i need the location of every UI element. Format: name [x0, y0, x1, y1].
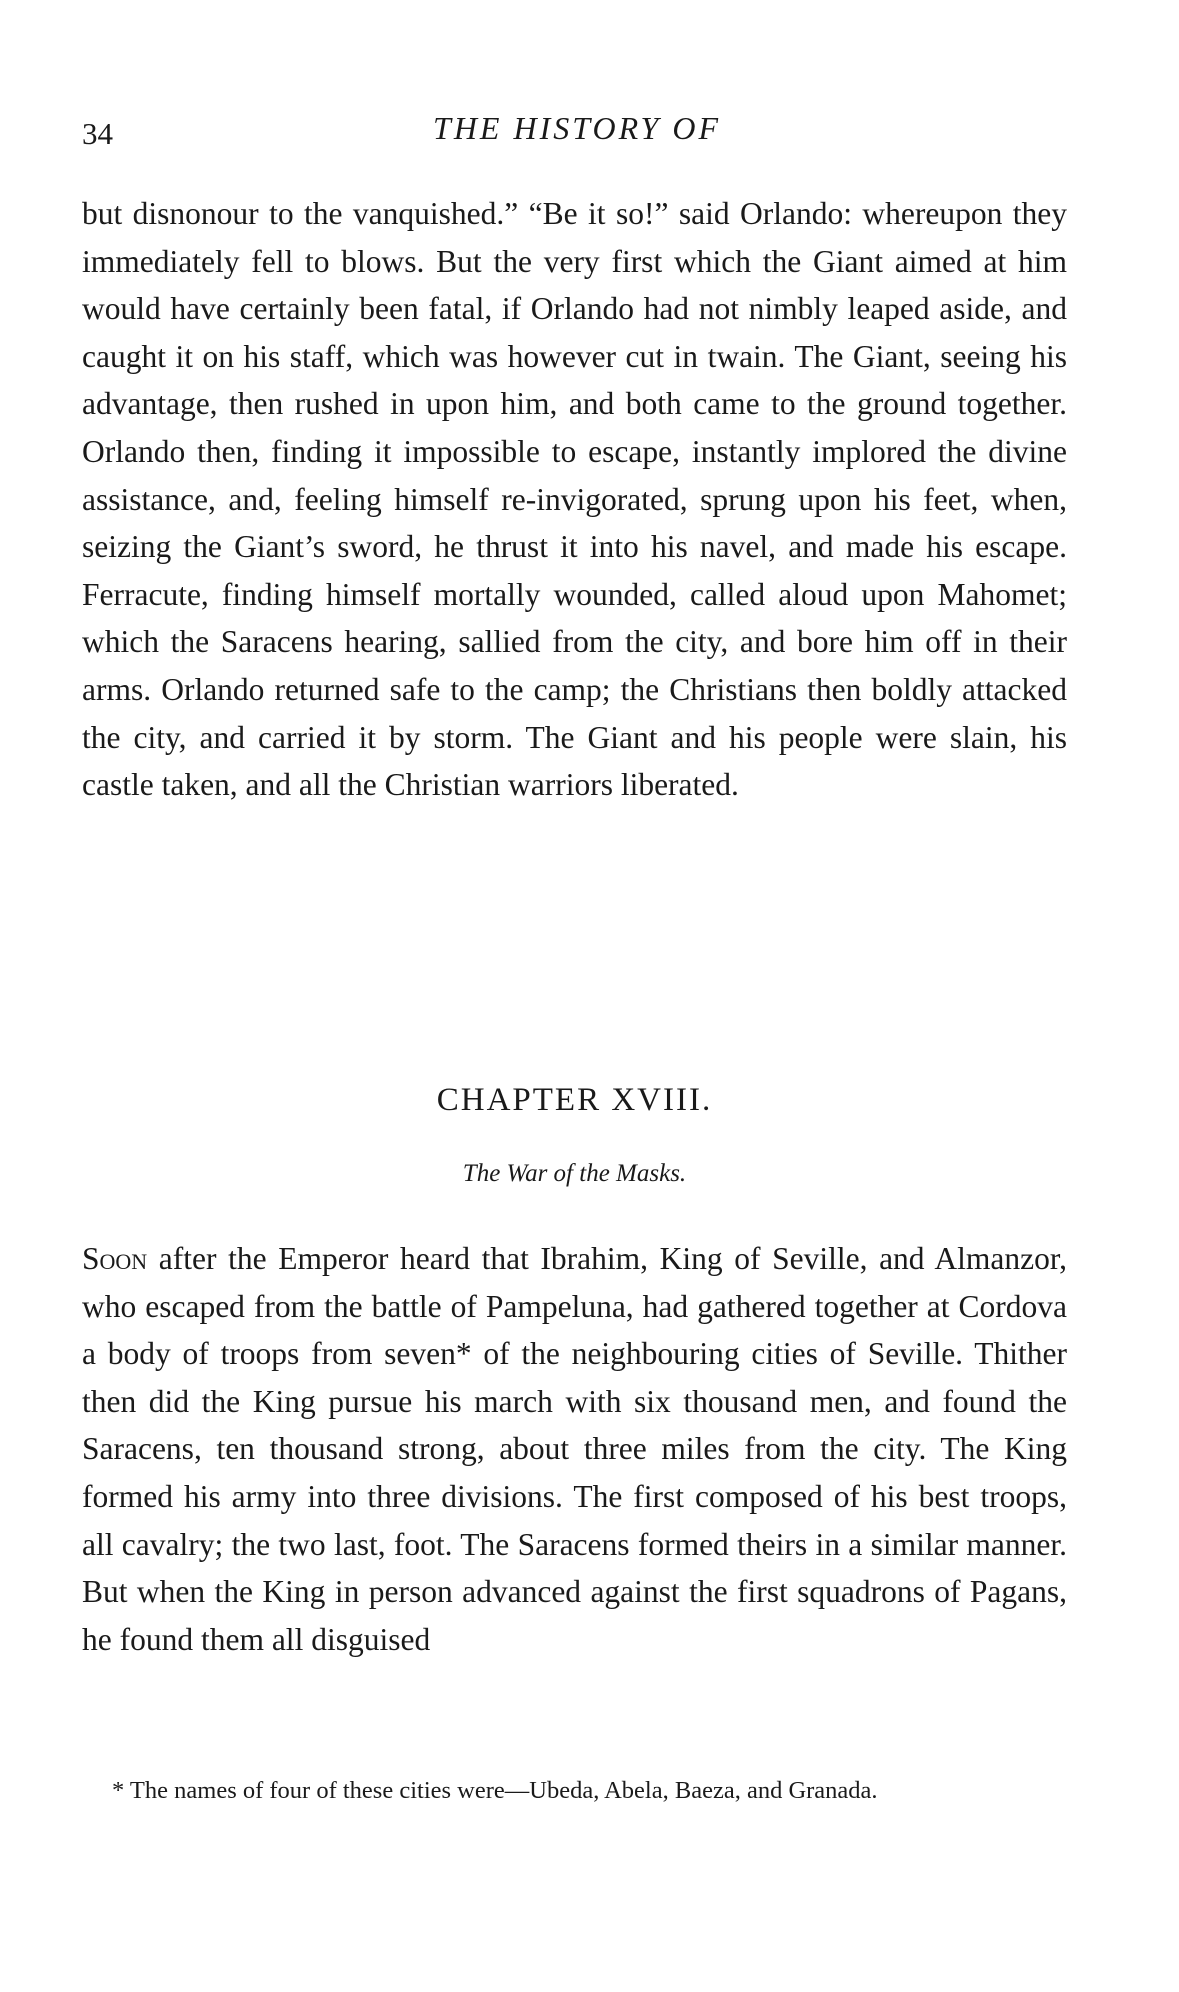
chapter-heading: CHAPTER XVIII. [436, 1082, 713, 1118]
footnote: * The names of four of these cities were—Ubeda, Abela, Baeza, and Granada. [112, 1777, 878, 1804]
page-header [82, 110, 1072, 160]
paragraph-text: after the Emperor heard that Ibrahim, King of Seville, and Almanzor, who escaped from the battle of Pampeluna, had gathered together at Cordova a body of troops from seven* of the neighbouring cities of Seville. Thither then did the King pursue his march with six thousand men, and found the Saracens, ten thousand strong, about three miles from the city. The King formed his army into three divisions. The first composed of his best troops, all cavalry; the two last, foot. The Saracens formed theirs in a similar manner. But when the King in person advanced against the first squadrons of Pagans, he found them all disguised [82, 1241, 1067, 1657]
page-number: 34 [82, 116, 113, 151]
chapter-subtitle: The War of the Masks. [462, 1160, 687, 1187]
lead-word: Soon [82, 1241, 148, 1276]
chapter-opening-paragraph [82, 1235, 1067, 1663]
body-paragraph: but disnonour to the vanquished.” “Be it so!” said Orlando: whereupon they immediately fell to blows. But the very first which the Giant aimed at him would have certainly been fatal, if Orlando had not nimbly leaped aside, and caught it on his staff, which was however cut in twain. The Giant, seeing his advantage, then rushed in upon him, and both came to the ground together. Orlando then, finding it impossible to escape, instantly implored the divine assistance, and, feeling himself re-invigorated, sprung upon his feet, when, seizing the Giant’s sword, he thrust it into his navel, and made his escape. Ferracute, finding himself mortally wounded, called aloud upon Mahomet; which the Saracens hearing, sallied from the city, and bore him off in their arms. Orlando returned safe to the camp; the Christians then boldly attacked the city, and carried it by storm. The Giant and his people were slain, his castle taken, and all the Christian warriors liberated. [82, 196, 1067, 803]
running-title: THE HISTORY OF [433, 110, 721, 146]
